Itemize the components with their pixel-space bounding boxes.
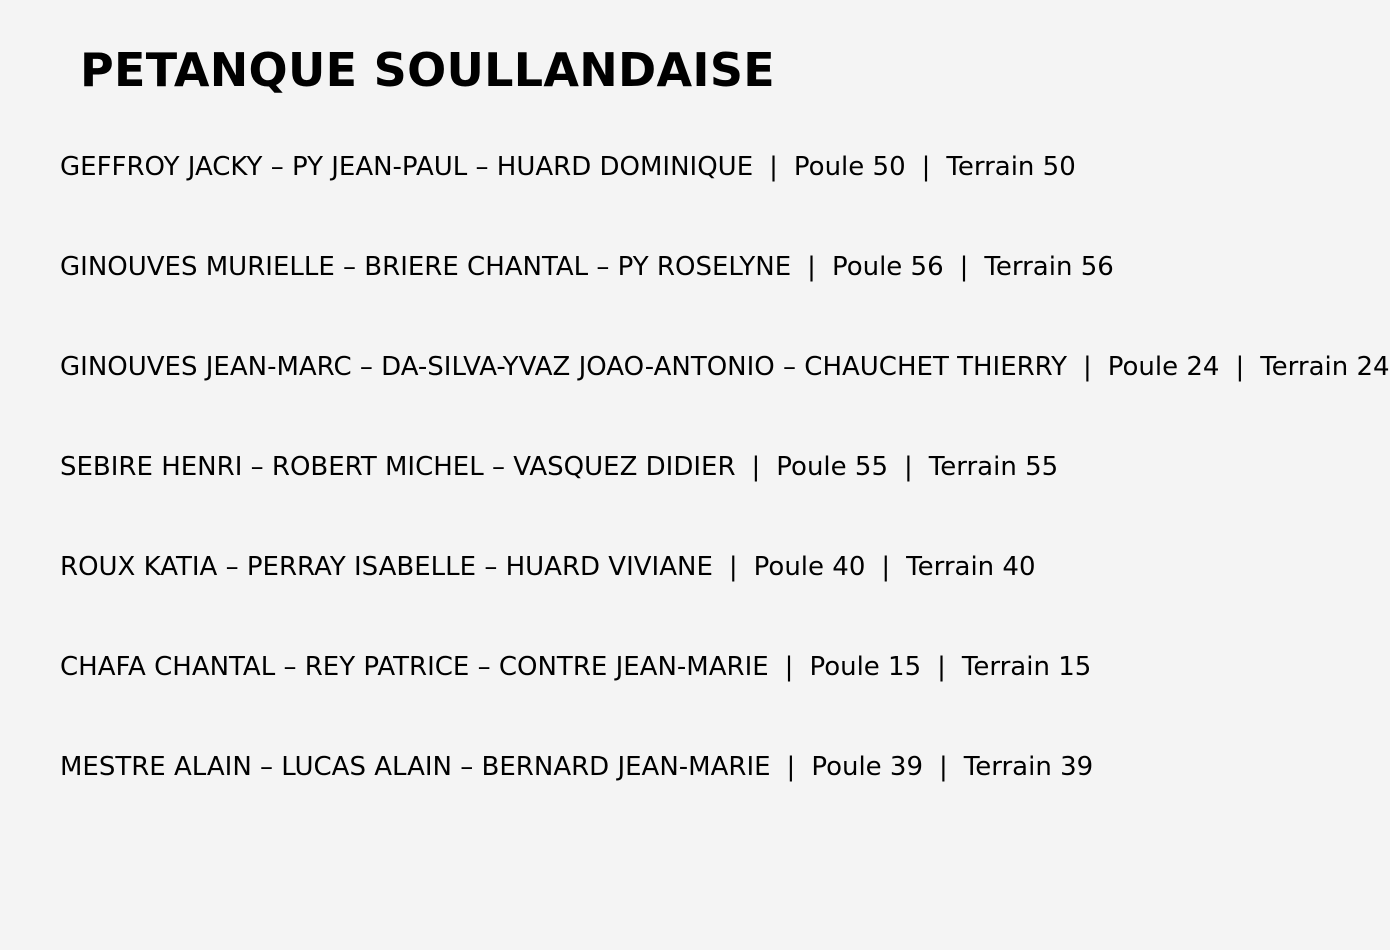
field-separator: | — [1082, 352, 1092, 382]
team-poule: Poule 50 — [793, 152, 906, 182]
team-players: SEBIRE HENRI – ROBERT MICHEL – VASQUEZ DIDIER — [60, 452, 736, 482]
document-title: PETANQUE SOULLANDAISE — [80, 43, 775, 97]
team-terrain: Terrain 40 — [906, 552, 1036, 582]
team-poule: Poule 40 — [753, 552, 866, 582]
team-row — [60, 349, 1390, 385]
team-players: CHAFA CHANTAL – REY PATRICE – CONTRE JEAN-MARIE — [60, 652, 769, 682]
field-separator: | — [728, 552, 738, 582]
team-row — [60, 449, 1200, 485]
team-players: GEFFROY JACKY – PY JEAN-PAUL – HUARD DOMINIQUE — [60, 152, 754, 182]
team-players: ROUX KATIA – PERRAY ISABELLE – HUARD VIVIANE — [60, 552, 713, 582]
field-separator: | — [881, 552, 891, 582]
team-players: MESTRE ALAIN – LUCAS ALAIN – BERNARD JEAN-MARIE — [60, 752, 771, 782]
team-row — [60, 249, 1200, 285]
field-separator: | — [786, 752, 796, 782]
team-poule: Poule 56 — [831, 252, 944, 282]
team-list — [60, 0, 1390, 950]
field-separator: | — [807, 252, 816, 282]
team-row — [60, 649, 1200, 685]
team-row — [60, 749, 1200, 785]
team-terrain: Terrain 56 — [984, 252, 1114, 282]
team-terrain: Terrain 39 — [963, 752, 1094, 782]
team-poule: Poule 24 — [1107, 352, 1220, 382]
team-row — [60, 149, 1200, 185]
team-terrain: Terrain 24 — [1260, 352, 1390, 382]
team-poule: Poule 15 — [809, 652, 922, 682]
team-terrain: Terrain 55 — [928, 452, 1059, 482]
team-poule: Poule 55 — [776, 452, 889, 482]
team-players: GINOUVES MURIELLE – BRIERE CHANTAL – PY ROSELYNE — [60, 252, 792, 282]
field-separator: | — [1235, 352, 1245, 382]
field-separator: | — [921, 152, 931, 182]
field-separator: | — [939, 752, 948, 782]
field-separator: | — [937, 652, 946, 682]
team-terrain: Terrain 15 — [961, 652, 1092, 682]
field-separator: | — [904, 452, 913, 482]
field-separator: | — [784, 652, 794, 682]
team-players: GINOUVES JEAN-MARC – DA-SILVA-YVAZ JOAO-ANTONIO – CHAUCHET THIERRY — [60, 352, 1067, 382]
team-terrain: Terrain 50 — [946, 152, 1076, 182]
team-row — [60, 549, 1200, 585]
field-separator: | — [769, 152, 778, 182]
field-separator: | — [751, 452, 761, 482]
team-poule: Poule 39 — [811, 752, 924, 782]
field-separator: | — [959, 252, 969, 282]
